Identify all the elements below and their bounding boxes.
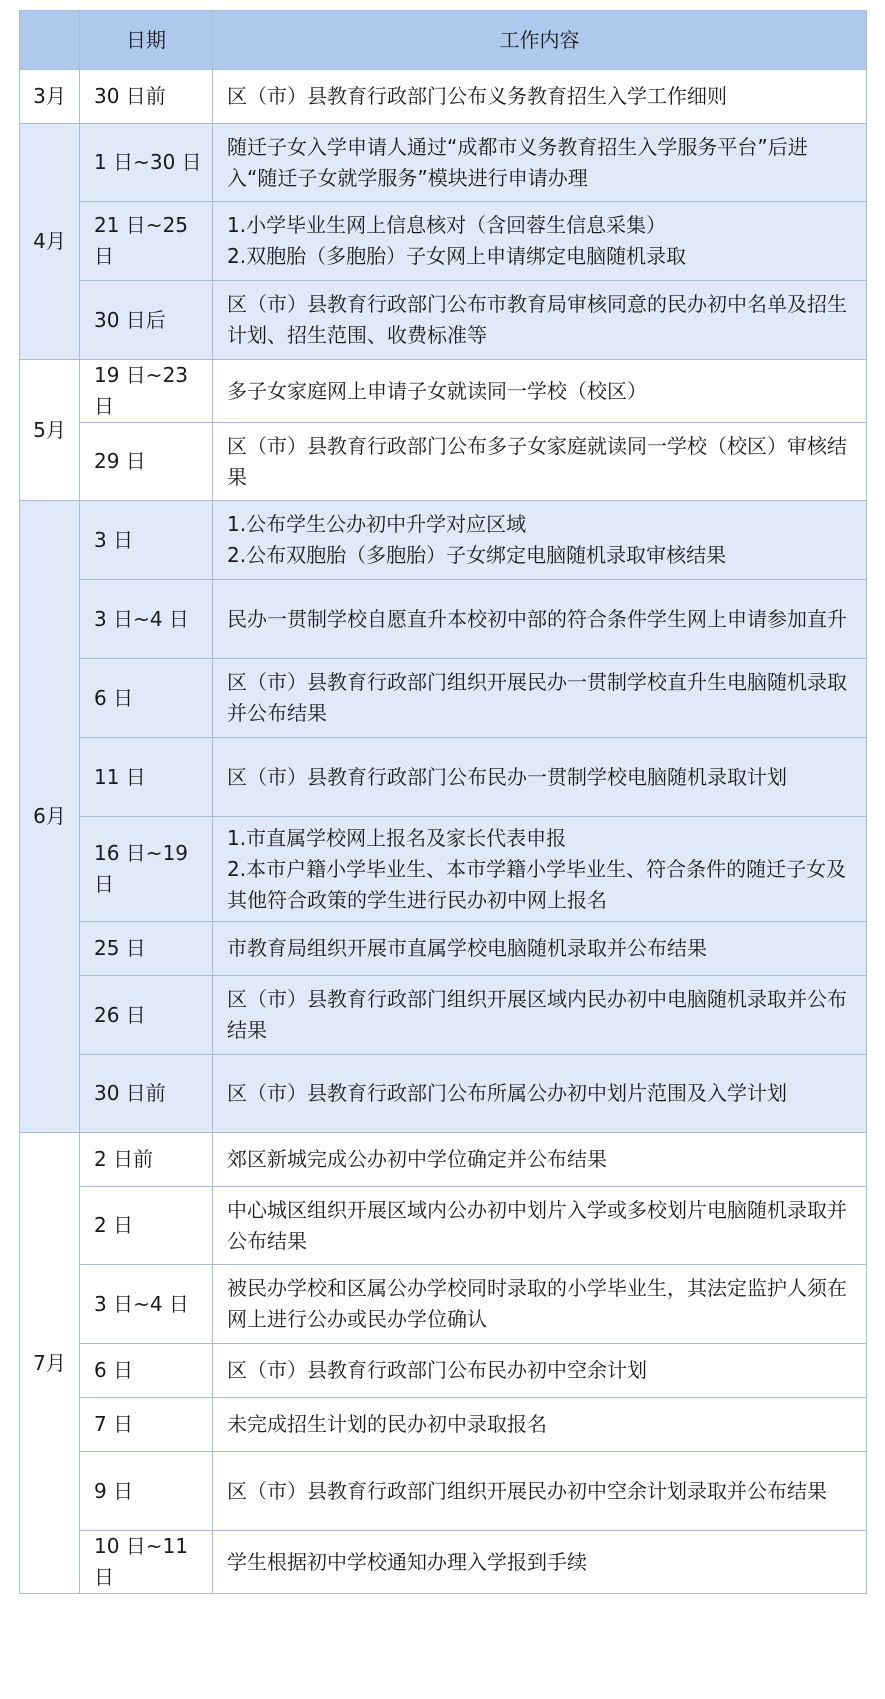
- schedule-table: [19, 10, 867, 1594]
- content-cell: 多子女家庭网上申请子女就读同一学校（校区）: [213, 360, 867, 423]
- table-row: [20, 360, 867, 423]
- month-cell: 4月: [20, 124, 80, 360]
- content-cell: 被民办学校和区属公办学校同时录取的小学毕业生，其法定监护人须在网上进行公办或民办学位确认: [213, 1265, 867, 1344]
- date-cell: 21 日~25 日: [80, 202, 213, 281]
- month-cell: 3月: [20, 70, 80, 124]
- content-cell: 区（市）县教育行政部门公布市教育局审核同意的民办初中名单及招生计划、招生范围、收费标准等: [213, 281, 867, 360]
- date-cell: 1 日~30 日: [80, 124, 213, 202]
- content-cell: 区（市）县教育行政部门公布所属公办初中划片范围及入学计划: [213, 1055, 867, 1133]
- date-cell: 25 日: [80, 922, 213, 976]
- content-cell: 1.公布学生公办初中升学对应区域 2.公布双胞胎（多胞胎）子女绑定电脑随机录取审核结果: [213, 501, 867, 580]
- date-cell: 9 日: [80, 1452, 213, 1531]
- content-cell: 未完成招生计划的民办初中录取报名: [213, 1398, 867, 1452]
- date-cell: 3 日: [80, 501, 213, 580]
- header-month-cell: [20, 11, 80, 70]
- month-cell: 6月: [20, 501, 80, 1133]
- table-row: [20, 1344, 867, 1398]
- date-cell: 2 日前: [80, 1133, 213, 1187]
- table-row: [20, 580, 867, 659]
- content-cell: 郊区新城完成公办初中学位确定并公布结果: [213, 1133, 867, 1187]
- header-content: 工作内容: [213, 11, 867, 70]
- table-row: [20, 423, 867, 501]
- content-cell: 区（市）县教育行政部门组织开展区域内民办初中电脑随机录取并公布结果: [213, 976, 867, 1055]
- table-row: [20, 281, 867, 360]
- date-cell: 11 日: [80, 738, 213, 817]
- content-cell: 区（市）县教育行政部门公布义务教育招生入学工作细则: [213, 70, 867, 124]
- content-cell: 随迁子女入学申请人通过“成都市义务教育招生入学服务平台”后进入“随迁子女就学服务”模块进行申请办理: [213, 124, 867, 202]
- content-cell: 区（市）县教育行政部门公布民办一贯制学校电脑随机录取计划: [213, 738, 867, 817]
- content-cell: 学生根据初中学校通知办理入学报到手续: [213, 1531, 867, 1594]
- date-cell: 26 日: [80, 976, 213, 1055]
- table-row: [20, 124, 867, 202]
- date-cell: 2 日: [80, 1187, 213, 1265]
- date-cell: 19 日~23 日: [80, 360, 213, 423]
- table-row: [20, 659, 867, 738]
- content-cell: 民办一贯制学校自愿直升本校初中部的符合条件学生网上申请参加直升: [213, 580, 867, 659]
- date-cell: 7 日: [80, 1398, 213, 1452]
- month-cell: 7月: [20, 1133, 80, 1594]
- date-cell: 6 日: [80, 659, 213, 738]
- content-cell: 区（市）县教育行政部门公布民办初中空余计划: [213, 1344, 867, 1398]
- table-row: [20, 1398, 867, 1452]
- content-cell: 区（市）县教育行政部门组织开展民办一贯制学校直升生电脑随机录取并公布结果: [213, 659, 867, 738]
- table-row: [20, 1531, 867, 1594]
- table-row: [20, 1265, 867, 1344]
- date-cell: 6 日: [80, 1344, 213, 1398]
- table-row: [20, 738, 867, 817]
- table-row: [20, 976, 867, 1055]
- content-cell: 中心城区组织开展区域内公办初中划片入学或多校划片电脑随机录取并公布结果: [213, 1187, 867, 1265]
- content-cell: 市教育局组织开展市直属学校电脑随机录取并公布结果: [213, 922, 867, 976]
- date-cell: 3 日~4 日: [80, 1265, 213, 1344]
- date-cell: 30 日前: [80, 70, 213, 124]
- date-cell: 16 日~19 日: [80, 817, 213, 922]
- date-cell: 30 日前: [80, 1055, 213, 1133]
- table-row: [20, 1452, 867, 1531]
- content-cell: 区（市）县教育行政部门组织开展民办初中空余计划录取并公布结果: [213, 1452, 867, 1531]
- table-row: [20, 501, 867, 580]
- table-row: [20, 922, 867, 976]
- date-cell: 29 日: [80, 423, 213, 501]
- date-cell: 30 日后: [80, 281, 213, 360]
- table-row: [20, 1133, 867, 1187]
- table-row: [20, 70, 867, 124]
- content-cell: 1.小学毕业生网上信息核对（含回蓉生信息采集） 2.双胞胎（多胞胎）子女网上申请绑定电脑随机录取: [213, 202, 867, 281]
- table-row: [20, 202, 867, 281]
- table-header-row: [20, 11, 867, 70]
- table-row: [20, 1055, 867, 1133]
- date-cell: 3 日~4 日: [80, 580, 213, 659]
- header-date: 日期: [80, 11, 213, 70]
- date-cell: 10 日~11 日: [80, 1531, 213, 1594]
- content-cell: 区（市）县教育行政部门公布多子女家庭就读同一学校（校区）审核结果: [213, 423, 867, 501]
- content-cell: 1.市直属学校网上报名及家长代表申报 2.本市户籍小学毕业生、本市学籍小学毕业生、符合条件的随迁子女及其他符合政策的学生进行民办初中网上报名: [213, 817, 867, 922]
- month-cell: 5月: [20, 360, 80, 501]
- table-row: [20, 1187, 867, 1265]
- table-row: [20, 817, 867, 922]
